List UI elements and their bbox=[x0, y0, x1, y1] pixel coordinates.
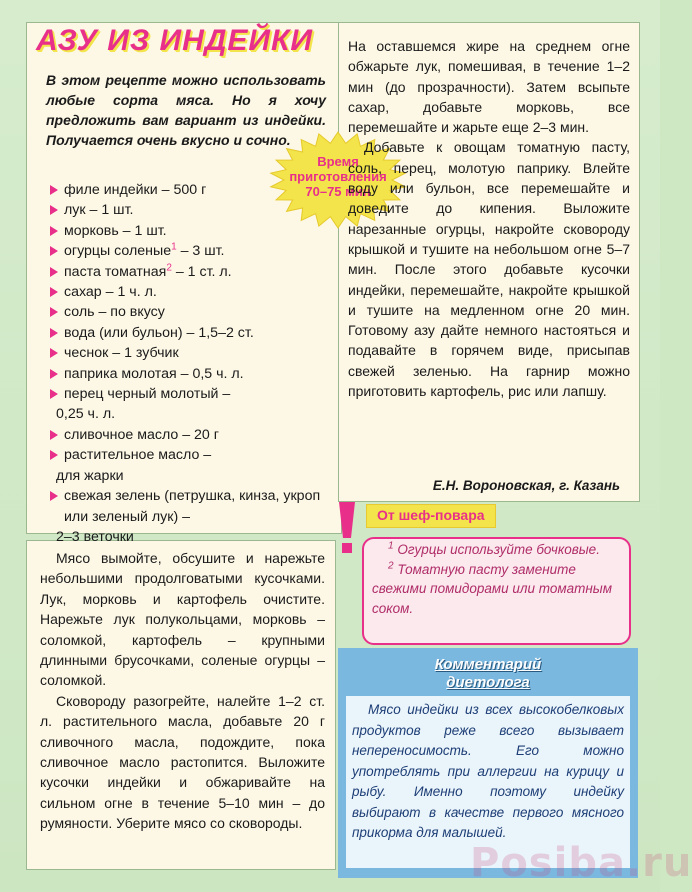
ingredient-text: морковь – 1 шт. bbox=[64, 222, 167, 239]
recipe-intro: В этом рецепте можно использовать любые сорта мяса. Но я хочу предложить вам вариант из индейки. Получается очень вкусно и сочно. bbox=[46, 72, 326, 148]
ingredient-footnote-mark: 2 bbox=[166, 261, 172, 273]
method-paragraph-1: Мясо вымойте, обсушите и нарежьте небольшими продолговатыми кусочками. Лук, морковь и картофель очистите. Нарежьте лук полукольцами, морковь – соломкой, картофель – крупными длинными брусочками, соленые огурцы – соломкой. bbox=[40, 550, 325, 689]
ingredient-text: соль – по вкусу bbox=[64, 304, 165, 321]
triangle-bullet-icon bbox=[50, 185, 58, 195]
instructions-paragraph-1: На оставшемся жире на среднем огне обжарьте лук, помешивая, в течение 1–2 мин (до прозрачности). Затем всыпьте сахар, добавьте морковь, все перемешайте и жарьте еще 2–3 мин. bbox=[348, 38, 630, 136]
dietitian-title bbox=[338, 656, 638, 692]
triangle-bullet-icon bbox=[50, 491, 58, 501]
dietitian-title-line2: диетолога bbox=[446, 674, 530, 691]
ingredient-item bbox=[50, 302, 335, 322]
ingredient-continuation: 0,25 ч. л. bbox=[56, 406, 116, 423]
ingredient-text: паста томатная bbox=[64, 263, 167, 280]
ingredient-item bbox=[50, 282, 335, 302]
ingredient-text: свежая зелень (петрушка, кинза, укроп или зеленый лук) – bbox=[64, 488, 321, 525]
triangle-bullet-icon bbox=[50, 389, 58, 399]
ingredient-list bbox=[50, 180, 335, 547]
dietitian-title-line1: Комментарий bbox=[434, 656, 542, 673]
ingredient-item bbox=[50, 241, 335, 261]
ingredient-text: лук – 1 шт. bbox=[64, 202, 134, 219]
chef-notes bbox=[372, 540, 622, 618]
chef-header bbox=[366, 504, 496, 528]
triangle-bullet-icon bbox=[50, 348, 58, 358]
triangle-bullet-icon bbox=[50, 287, 58, 297]
ingredient-text: филе индейки – 500 г bbox=[64, 182, 207, 198]
ingredient-item bbox=[50, 364, 335, 384]
chef-note-1 bbox=[372, 540, 622, 560]
instructions-paragraph-2: Добавьте к овощам томатную пасту, соль, перец, молотую паприку. Влейте воду или бульон, все перемешайте и доведите до кипения. Выложите нарезанные огурцы, накройте сковороду крышкой и тушите на небольшом огне 5–7 мин. После этого добавьте кусочки индейки, перемешайте, накройте крышкой и тушите на медленном огне 20 мин. Готовому азу дайте немного настояться и подавайте в горячем виде, присыпав свежей зеленью. На гарнир можно приготовить картофель, рис или лапшу. bbox=[348, 139, 630, 400]
ingredient-item bbox=[50, 425, 335, 445]
chef-note-2-text: Томатную пасту замените свежими помидорами или томатным соком. bbox=[372, 561, 612, 616]
ingredient-footnote-mark: 1 bbox=[171, 241, 177, 253]
triangle-bullet-icon bbox=[50, 369, 58, 379]
dietitian-text: Мясо индейки из всех высокобелковых продуктов реже всего вызывает непереносимость. Его можно употреблять при аллергии на курицу и рыбу. Именно поэтому индейку выбирают в качестве первого мясного прикорма для малышей. bbox=[352, 702, 624, 840]
chef-title: От шеф-повара bbox=[377, 507, 485, 523]
exclamation-icon bbox=[336, 500, 358, 556]
ingredient-text: вода (или бульон) – 1,5–2 ст. bbox=[64, 324, 254, 341]
method-text bbox=[40, 548, 325, 834]
time-badge-line2: приготовления bbox=[289, 169, 387, 184]
ingredient-item bbox=[50, 486, 335, 547]
chef-note-2-number: 2 bbox=[388, 560, 394, 571]
site-watermark: Posiba.ru bbox=[470, 840, 692, 886]
triangle-bullet-icon bbox=[50, 328, 58, 338]
ingredient-continuation: 2–3 веточки bbox=[56, 528, 134, 545]
ingredient-amount: – 3 шт. bbox=[176, 243, 225, 260]
ingredient-text: перец черный молотый – bbox=[64, 386, 231, 403]
triangle-bullet-icon bbox=[50, 430, 58, 440]
time-badge-line1: Время bbox=[317, 154, 359, 169]
triangle-bullet-icon bbox=[50, 226, 58, 236]
ingredient-item bbox=[50, 262, 335, 282]
triangle-bullet-icon bbox=[50, 450, 58, 460]
ingredient-text: сливочное масло – 20 г bbox=[64, 426, 219, 443]
ingredient-text: сахар – 1 ч. л. bbox=[64, 284, 157, 301]
ingredient-text: огурцы соленые bbox=[64, 243, 172, 260]
ingredient-text: растительное масло – bbox=[64, 447, 212, 464]
ingredient-item bbox=[50, 343, 335, 363]
method-paragraph-2: Сковороду разогрейте, налейте 1–2 ст. л. растительного масла, добавьте 20 г сливочного масла, подождите, пока сливочное масло растопится. Выложите кусочки индейки и обжаривайте на сильном огне в течение 5–10 мин – до румяности. Уберите мясо со сковороды. bbox=[40, 692, 325, 832]
chef-note-1-number: 1 bbox=[388, 540, 394, 552]
time-badge-line3: 70–75 мин bbox=[305, 184, 371, 199]
ingredient-continuation: для жарки bbox=[56, 467, 124, 484]
recipe-title: АЗУ ИЗ ИНДЕЙКИ bbox=[36, 24, 314, 57]
ingredient-amount: – 1 ст. л. bbox=[171, 263, 232, 280]
recipe-author: Е.Н. Вороновская, г. Казань bbox=[432, 478, 620, 493]
ingredient-item bbox=[50, 323, 335, 343]
triangle-bullet-icon bbox=[50, 205, 58, 215]
triangle-bullet-icon bbox=[50, 267, 58, 277]
ingredient-text: паприка молотая – 0,5 ч. л. bbox=[64, 365, 244, 382]
chef-note-2 bbox=[372, 560, 622, 619]
instructions-text bbox=[348, 36, 630, 401]
chef-note-1-text: Огурцы используйте бочковые. bbox=[393, 542, 600, 557]
ingredient-item bbox=[50, 445, 335, 486]
dietitian-text-wrap bbox=[352, 700, 624, 844]
triangle-bullet-icon bbox=[50, 307, 58, 317]
triangle-bullet-icon bbox=[50, 246, 58, 256]
ingredient-item bbox=[50, 384, 335, 425]
ingredient-text: чеснок – 1 зубчик bbox=[64, 345, 179, 362]
